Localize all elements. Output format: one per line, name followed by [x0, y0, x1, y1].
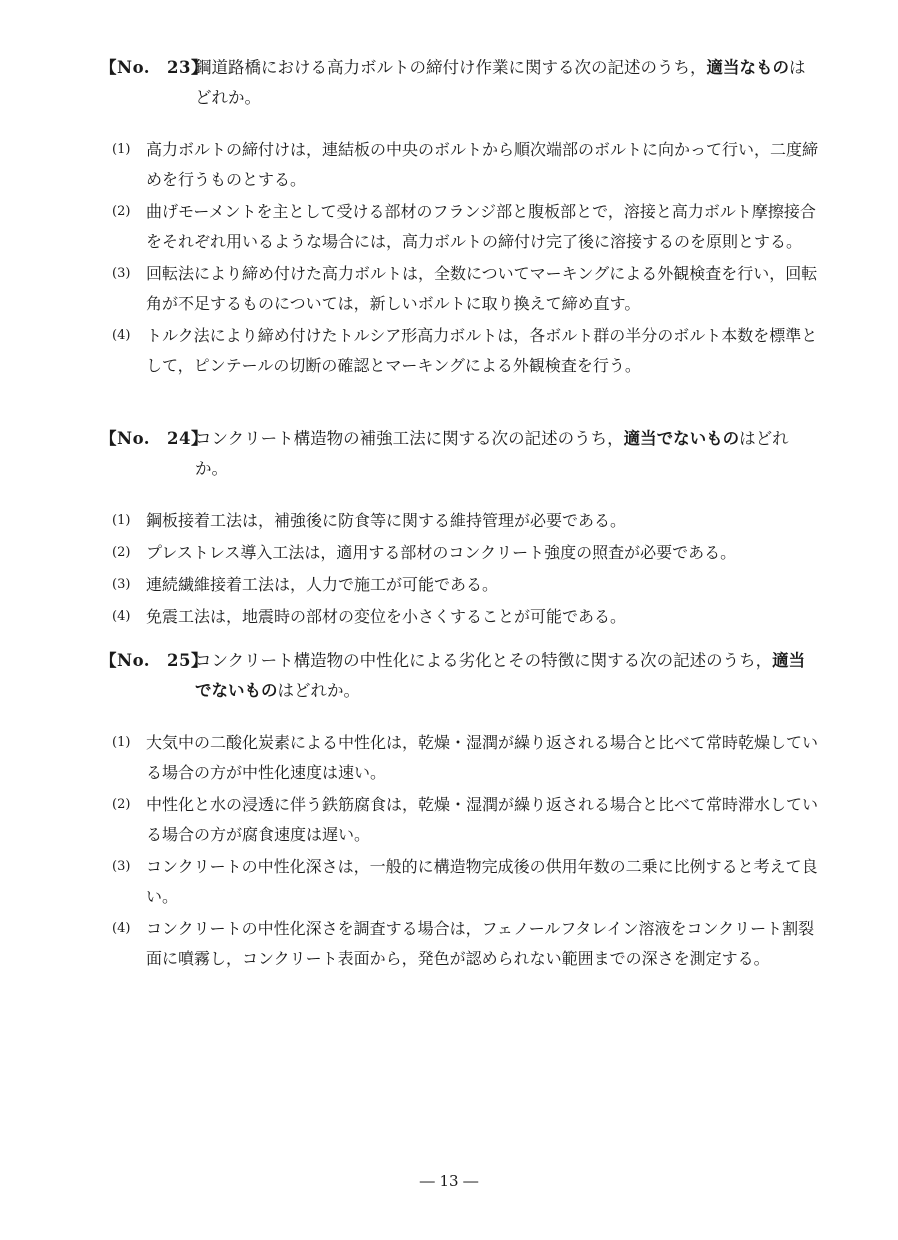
stem-text-end: はどれか。 [195, 58, 806, 107]
option-item[interactable] [100, 602, 820, 632]
option-list [100, 728, 820, 974]
option-text: 高力ボルトの締付けは，連結板の中央のボルトから順次端部のボルトに向かって行い，二度締めを行うものとする。 [146, 140, 819, 189]
stem-text: コンクリート構造物の中性化による劣化とその特徴に関する次の記述のうち， [195, 651, 773, 670]
option-text: 大気中の二酸化炭素による中性化は，乾燥・湿潤が繰り返される場合と比べて常時乾燥している場合の方が中性化速度は速い。 [146, 733, 819, 782]
option-item[interactable] [100, 259, 820, 319]
question-stem [195, 53, 820, 113]
option-list [100, 506, 820, 632]
option-item[interactable] [100, 197, 820, 257]
option-text: 連続繊維接着工法は，人力で施工が可能である。 [146, 575, 499, 594]
option-text: コンクリートの中性化深さを調査する場合は，フェノールフタレイン溶液をコンクリート割裂面に噴霧し，コンクリート表面から，発色が認められない範囲までの深さを測定する。 [146, 919, 815, 968]
question-number: 【No. 23】 [100, 58, 209, 77]
option-item[interactable] [100, 790, 820, 850]
question-number: 【No. 24】 [100, 429, 209, 448]
option-text: コンクリートの中性化深さは，一般的に構造物完成後の供用年数の二乗に比例すると考えて良い。 [146, 857, 818, 906]
option-text: 鋼板接着工法は，補強後に防食等に関する維持管理が必要である。 [146, 511, 627, 530]
option-item[interactable] [100, 538, 820, 568]
stem-text-end: はどれか。 [277, 681, 360, 700]
option-item[interactable] [100, 852, 820, 912]
option-number: (3) [112, 859, 131, 874]
option-text: トルク法により締め付けたトルシア形高力ボルトは，各ボルト群の半分のボルト本数を標準として，ピンテールの切断の確認とマーキングによる外観検査を行う。 [146, 326, 818, 375]
question-header [100, 646, 820, 706]
question-23 [100, 53, 820, 383]
option-item[interactable] [100, 914, 820, 974]
option-text: 曲げモーメントを主として受ける部材のフランジ部と腹板部とで，溶接と高力ボルト摩擦接合をそれぞれ用いるような場合には，高力ボルトの締付け完了後に溶接するのを原則とする。 [146, 202, 816, 251]
option-item[interactable] [100, 135, 820, 195]
option-number: (2) [112, 545, 131, 560]
question-number: 【No. 25】 [100, 651, 209, 670]
option-item[interactable] [100, 321, 820, 381]
stem-emphasis: 適当でないもの [623, 429, 740, 448]
stem-text: 鋼道路橋における高力ボルトの締付け作業に関する次の記述のうち， [195, 58, 707, 77]
option-number: (3) [112, 577, 131, 592]
option-text: 中性化と水の浸透に伴う鉄筋腐食は，乾燥・湿潤が繰り返される場合と比べて常時滞水している場合の方が腐食速度は遅い。 [146, 795, 819, 844]
option-list [100, 135, 820, 381]
option-number: (4) [112, 609, 131, 624]
option-number: (4) [112, 328, 131, 343]
question-stem [195, 424, 820, 484]
option-text: 回転法により締め付けた高力ボルトは，全数についてマーキングによる外観検査を行い，回転角が不足するものについては，新しいボルトに取り換えて締め直す。 [146, 264, 818, 313]
option-item[interactable] [100, 570, 820, 600]
stem-text-end: はどれか。 [195, 429, 789, 478]
question-header [100, 53, 820, 113]
question-25 [100, 646, 820, 976]
option-item[interactable] [100, 506, 820, 536]
option-number: (1) [112, 735, 131, 750]
question-header [100, 424, 820, 484]
option-text: プレストレス導入工法は，適用する部材のコンクリート強度の照査が必要である。 [146, 543, 737, 562]
option-text: 免震工法は，地震時の部材の変位を小さくすることが可能である。 [146, 607, 627, 626]
stem-emphasis: 適当でないもの [195, 651, 806, 700]
question-stem [195, 646, 820, 706]
option-number: (1) [112, 513, 131, 528]
question-24 [100, 424, 820, 634]
stem-text: コンクリート構造物の補強工法に関する次の記述のうち， [195, 429, 624, 448]
option-item[interactable] [100, 728, 820, 788]
page-number: ― 13 ― [419, 1172, 479, 1190]
option-number: (2) [112, 204, 131, 219]
option-number: (1) [112, 142, 131, 157]
option-number: (3) [112, 266, 131, 281]
option-number: (4) [112, 921, 131, 936]
stem-emphasis: 適当なもの [706, 58, 789, 77]
option-number: (2) [112, 797, 131, 812]
